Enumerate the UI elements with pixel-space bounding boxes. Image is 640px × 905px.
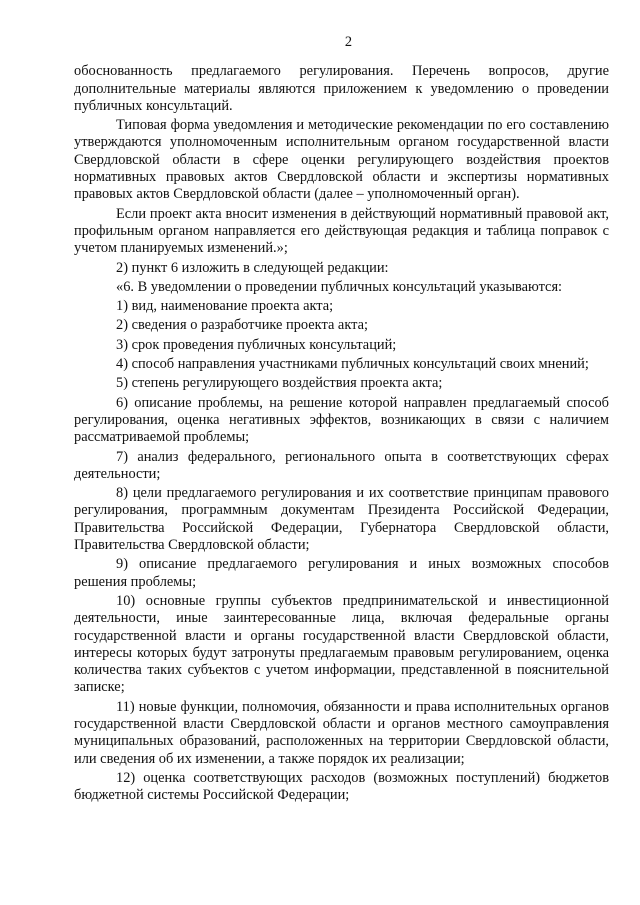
list-item-8: 8) цели предлагаемого регулирования и их соответствие принципам правового регулирования, программным документам Президента Российской Федерации, Правительства Российской Федерации, Губернатора Свердловской области, Правительства Свердловской области; — [74, 485, 609, 554]
list-item-6: 6) описание проблемы, на решение которой направлен предлагаемый способ регулирования, оценка негативных эффектов, возникающих в связи с наличием рассматриваемой проблемы; — [74, 394, 609, 446]
page-number: 2 — [344, 34, 353, 50]
paragraph-standard-form: Типовая форма уведомления и методические рекомендации по его составлению утверждаются уполномоченным исполнительным органом государственной власти Свердловской области в сфере оценки регулирующего воздействия проектов нормативных правовых актов Свердловской области и экспертизы нормативных правовых актов Свердловской области (далее – уполномоченный орган). — [74, 117, 609, 203]
list-item-11: 11) новые функции, полномочия, обязанности и права исполнительных органов государственной власти Свердловской области и органов местного самоуправления муниципальных образований, расположенных на территории Свердловской области, или сведения об их изменении, а также порядок их реализации; — [74, 698, 609, 767]
list-item-5: 5) степень регулирующего воздействия проекта акта; — [116, 375, 443, 392]
list-item-1: 1) вид, наименование проекта акта; — [116, 298, 334, 315]
list-item-2: 2) сведения о разработчике проекта акта; — [116, 317, 368, 334]
list-item-7: 7) анализ федерального, регионального опыта в соответствующих сферах деятельности; — [74, 448, 609, 482]
paragraph-clause-6-intro: «6. В уведомлении о проведении публичных консультаций указываются: — [116, 278, 563, 295]
paragraph-continuation: обоснованность предлагаемого регулирования. Перечень вопросов, другие дополнительные материалы являются приложением к уведомлению о проведении публичных консультаций. — [74, 63, 609, 114]
list-item-10: 10) основные группы субъектов предпринимательской и инвестиционной деятельности, иные заинтересованные лица, включая федеральные органы государственной власти и органы государственной власти Свердловской области, интересы которых будут затронуты предлагаемым правовым регулированием, оценка количества таких субъектов с учетом информации, представленной в пояснительной записке; — [74, 592, 609, 696]
list-item-4: 4) способ направления участниками публичных консультаций своих мнений; — [116, 356, 589, 373]
document-body — [74, 63, 609, 804]
list-item-12: 12) оценка соответствующих расходов (возможных поступлений) бюджетов бюджетной системы Российской Федерации; — [74, 769, 609, 804]
list-item-3: 3) срок проведения публичных консультаций; — [116, 336, 397, 353]
paragraph-item-2: 2) пункт 6 изложить в следующей редакции: — [116, 259, 389, 276]
list-item-9: 9) описание предлагаемого регулирования и иных возможных способов решения проблемы; — [74, 556, 609, 590]
paragraph-amendments: Если проект акта вносит изменения в действующий нормативный правовой акт, профильным органом направляется его действующая редакция и таблица поправок с учетом планируемых изменений.»; — [74, 205, 609, 257]
